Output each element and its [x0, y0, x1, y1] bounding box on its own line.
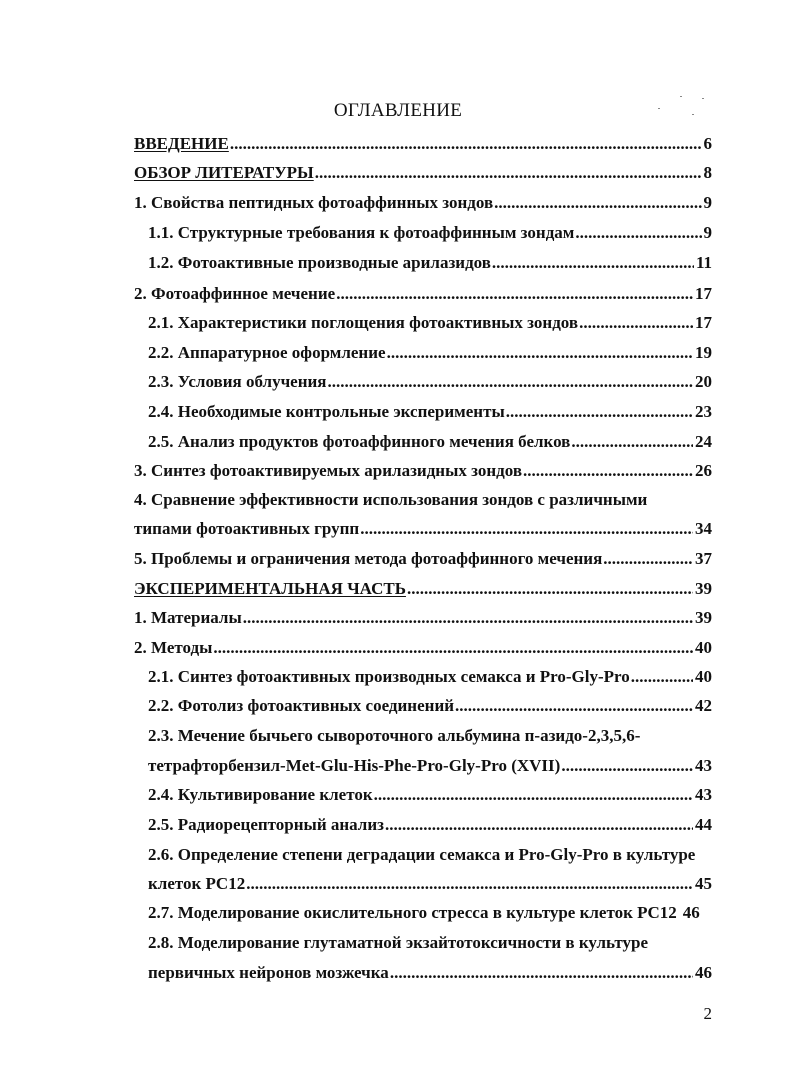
- toc-entry-page: 17: [695, 284, 712, 303]
- toc-entry-page: 11: [695, 253, 712, 272]
- toc-entry-1-1: [148, 222, 712, 244]
- toc-entry-1-2: [148, 252, 712, 274]
- dot-leader: [315, 162, 702, 184]
- dot-leader: [561, 755, 693, 777]
- toc-entry-page: 42: [695, 696, 712, 715]
- toc-entry-label: 2.1. Синтез фотоактивных производных семакса и Pro-Gly-Pro: [148, 667, 630, 686]
- toc-entry-experimental-part: [134, 578, 712, 600]
- toc-entry-5: [134, 548, 712, 570]
- toc-entry-2-5: [148, 431, 712, 453]
- dot-leader: [492, 252, 694, 274]
- toc-entry-label: 1.2. Фотоактивные производные арилазидов: [148, 253, 491, 272]
- toc-entry-methods: [134, 637, 712, 659]
- toc-entry-3: [134, 460, 712, 482]
- toc-entry-page: 39: [695, 608, 712, 627]
- toc-entry-literature-review: [134, 162, 712, 184]
- toc-entry-label: 2.7. Моделирование окислительного стресса в культуре клеток PC12: [148, 903, 677, 922]
- dot-leader: [523, 460, 693, 482]
- toc-entry-label: 1. Свойства пептидных фотоаффинных зондов: [134, 193, 494, 212]
- dot-leader: [360, 518, 693, 540]
- toc-entry-page: 40: [695, 667, 712, 686]
- dot-leader: [506, 401, 693, 423]
- scan-speck: [692, 114, 694, 115]
- toc-entry-label: типами фотоактивных групп: [134, 519, 360, 538]
- toc-entry-label: 2.3. Условия облучения: [148, 372, 327, 391]
- toc-entry-page: 26: [695, 461, 712, 480]
- scan-speck: [702, 98, 704, 99]
- toc-entry-methods-2-8-line2: [148, 962, 712, 984]
- toc-entry-label: 2.5. Радиорецепторный анализ: [148, 815, 384, 834]
- dot-leader: [631, 666, 693, 688]
- dot-leader: [603, 548, 693, 570]
- toc-entry-methods-2-6-line2: [148, 873, 712, 895]
- toc-entry-1: [134, 192, 712, 214]
- dot-leader: [336, 283, 693, 305]
- toc-entry-label: клеток PC12: [148, 874, 246, 893]
- toc-entry-2-1: [148, 312, 712, 334]
- toc-entry-methods-2-6-line1: 2.6. Определение степени деградации семакса и Pro-Gly-Pro в культуре: [148, 845, 696, 864]
- toc-entry-page: 17: [695, 313, 712, 332]
- toc-entry-page: 34: [695, 519, 712, 538]
- toc-entry-page: 43: [695, 756, 712, 775]
- toc-entry-methods-2-7: [148, 902, 712, 924]
- toc-entry-label: ЭКСПЕРИМЕНТАЛЬНАЯ ЧАСТЬ: [134, 579, 406, 598]
- dot-leader: [455, 695, 693, 717]
- toc-entry-page: 40: [695, 638, 712, 657]
- toc-entry-label: 2.4. Культивирование клеток: [148, 785, 373, 804]
- toc-entry-label: 2.2. Фотолиз фотоактивных соединений: [148, 696, 455, 715]
- toc-entry-label: 1.1. Структурные требования к фотоаффинным зондам: [148, 223, 575, 242]
- toc-entry-page: 43: [695, 785, 712, 804]
- toc-entry-page: 45: [695, 874, 712, 893]
- toc-entry-label: тетрафторбензил-Met-Glu-His-Phe-Pro-Gly-Pro (XVII): [148, 756, 561, 775]
- toc-entry-methods-2-3-line2: [148, 755, 712, 777]
- dot-leader: [246, 873, 693, 895]
- toc-entry-methods-2-1: [148, 666, 712, 688]
- toc-entry-label: 2.4. Необходимые контрольные эксперименты: [148, 402, 505, 421]
- toc-entry-label: 2. Методы: [134, 638, 213, 657]
- toc-entry-label: ОБЗОР ЛИТЕРАТУРЫ: [134, 163, 314, 182]
- toc-entry-label: первичных нейронов мозжечка: [148, 963, 389, 982]
- toc-entry-page: 37: [695, 549, 712, 568]
- toc-entry-page: 24: [695, 432, 712, 451]
- toc-entry-introduction: [134, 133, 712, 155]
- toc-entry-page: 46: [682, 903, 700, 922]
- toc-entry-methods-2-5: [148, 814, 712, 836]
- toc-entry-label: 5. Проблемы и ограничения метода фотоаффинного мечения: [134, 549, 603, 568]
- toc-entry-label: 1. Материалы: [134, 608, 242, 627]
- dot-leader: [390, 962, 693, 984]
- toc-entry-page: 39: [695, 579, 712, 598]
- toc-entry-page: 46: [695, 963, 712, 982]
- dot-leader: [230, 133, 702, 155]
- dot-leader: [571, 431, 693, 453]
- dot-leader: [213, 637, 693, 659]
- toc-entry-2-3: [148, 371, 712, 393]
- toc-entry-label: 3. Синтез фотоактивируемых арилазидных зондов: [134, 461, 522, 480]
- toc-entry-methods-2-3-line1: 2.3. Мечение бычьего сывороточного альбумина п-азидо-2,3,5,6-: [148, 726, 641, 745]
- page-number: 2: [703, 1004, 712, 1023]
- toc-entry-page: 9: [703, 193, 712, 212]
- scan-speck: [658, 108, 660, 109]
- dot-leader: [407, 578, 693, 600]
- dot-leader: [494, 192, 701, 214]
- dot-leader: [243, 607, 693, 629]
- toc-entry-methods-2-8-line1: 2.8. Моделирование глутаматной экзайтотоксичности в культуре: [148, 933, 648, 952]
- toc-entry-methods-2-4: [148, 784, 712, 806]
- toc-entry-page: 20: [695, 372, 712, 391]
- page-title: ОГЛАВЛЕНИЕ: [333, 100, 463, 121]
- toc-entry-label: 2.5. Анализ продуктов фотоаффинного мечения белков: [148, 432, 571, 451]
- dot-leader: [328, 371, 693, 393]
- toc-entry-4-line1: 4. Сравнение эффективности использования зондов с различными: [134, 490, 648, 509]
- toc-entry-label: 2.1. Характеристики поглощения фотоактивных зондов: [148, 313, 579, 332]
- scan-speck: [680, 96, 682, 97]
- dot-leader: [374, 784, 693, 806]
- toc-entry-page: 23: [695, 402, 712, 421]
- toc-entry-page: 8: [703, 163, 712, 182]
- toc-entry-2: [134, 283, 712, 305]
- toc-entry-2-4: [148, 401, 712, 423]
- toc-entry-page: 9: [703, 223, 712, 242]
- dot-leader: [579, 312, 693, 334]
- toc-entry-2-2: [148, 342, 712, 364]
- toc-entry-materials: [134, 607, 712, 629]
- toc-entry-page: 44: [695, 815, 712, 834]
- dot-leader: [575, 222, 701, 244]
- toc-entry-methods-2-2: [148, 695, 712, 717]
- dot-leader: [385, 814, 693, 836]
- toc-entry-page: 6: [703, 134, 712, 153]
- toc-entry-label: ВВЕДЕНИЕ: [134, 134, 229, 153]
- toc-entry-page: 19: [695, 343, 712, 362]
- toc-entry-label: 2. Фотоаффинное мечение: [134, 284, 336, 303]
- dot-leader: [387, 342, 693, 364]
- toc-entry-label: 2.2. Аппаратурное оформление: [148, 343, 386, 362]
- toc-entry-4-line2: [134, 518, 712, 540]
